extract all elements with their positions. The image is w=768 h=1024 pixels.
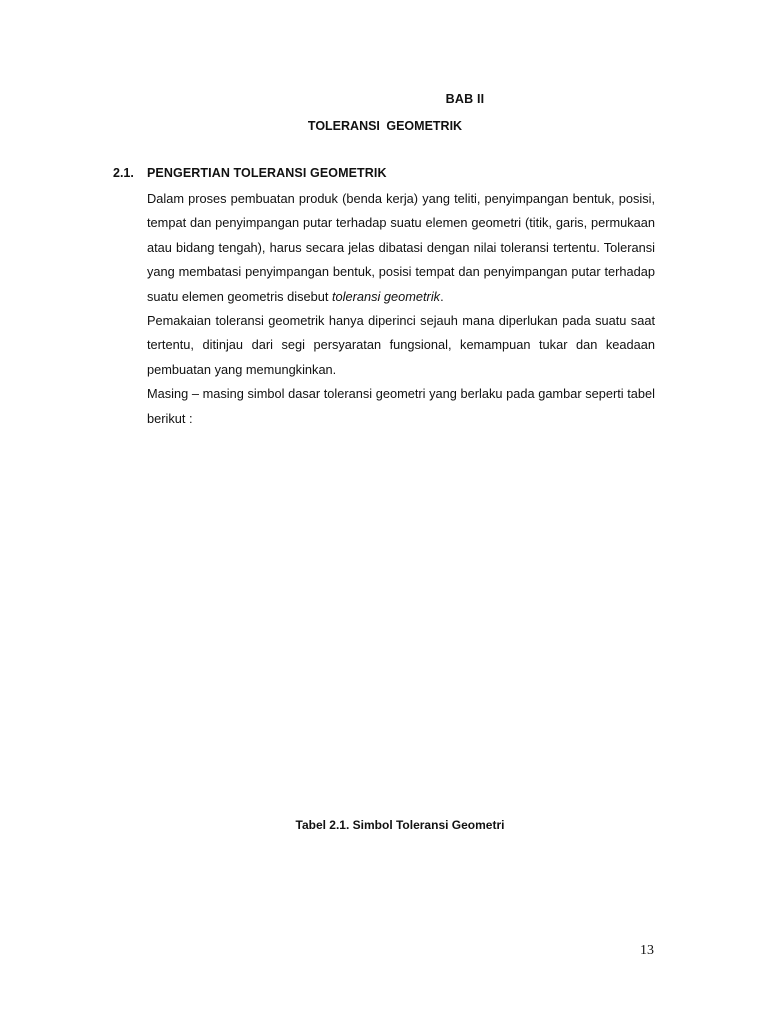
paragraph-1-italic-term: toleransi geometrik — [331, 288, 441, 304]
paragraph-3: Masing – masing simbol dasar toleransi geometri yang berlaku pada gambar seperti tabel berikut : — [147, 386, 655, 426]
table-caption: Tabel 2.1. Simbol Toleransi Geometri — [295, 818, 505, 832]
paragraph-1-text: Dalam proses pembuatan produk (benda kerja) yang teliti, penyimpangan bentuk, posisi, tempat dan penyimpangan putar terhadap suatu elemen geometri (titik, garis, permukaan atau bidang tengah), harus secara jelas dibatasi dengan nilai toleransi tertentu. Toleransi yang membatasi penyimpangan bentuk, posisi tempat dan penyimpangan putar terhadap suatu elemen geometris disebut — [147, 191, 655, 304]
paragraph-1-period: . — [440, 288, 444, 304]
paragraph-2: Pemakaian toleransi geometrik hanya diperinci sejauh mana diperlukan pada suatu saat tertentu, ditinjau dari segi persyaratan fungsional, kemampuan tukar dan keadaan pembuatan yang memungkinkan. — [147, 313, 655, 377]
section-body — [147, 187, 655, 431]
paragraph-1 — [147, 187, 655, 309]
page-number: 13 — [640, 943, 654, 958]
chapter-title: TOLERANSI GEOMETRIK — [307, 119, 463, 133]
section-title: PENGERTIAN TOLERANSI GEOMETRIK — [147, 166, 387, 180]
chapter-heading: BAB II — [445, 92, 485, 106]
section-number: 2.1. — [113, 166, 134, 180]
